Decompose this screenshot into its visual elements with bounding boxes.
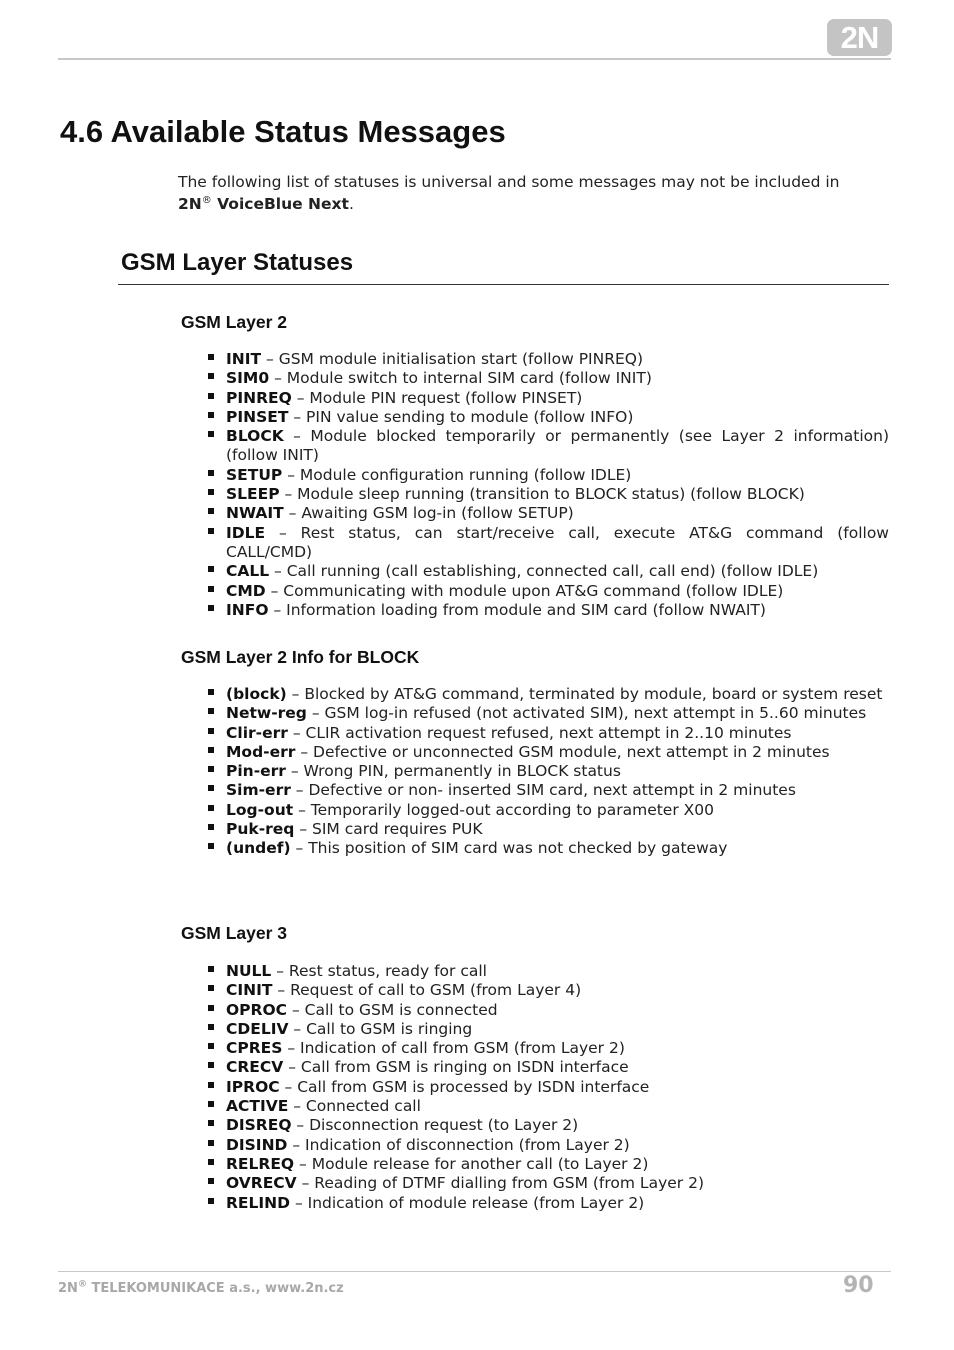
square-bullet-icon (208, 1178, 214, 1184)
layer2-list (206, 350, 889, 620)
status-code: Mod-err (226, 742, 296, 761)
status-description: – PIN value sending to module (follow INFO) (288, 407, 634, 426)
list-item (206, 762, 889, 781)
square-bullet-icon (208, 489, 214, 495)
status-code: CALL (226, 562, 270, 581)
registered-mark: ® (201, 194, 212, 206)
status-code: PINREQ (226, 388, 292, 407)
status-code: IDLE (226, 523, 266, 542)
list-item (206, 1136, 889, 1155)
status-code: BLOCK (226, 427, 284, 446)
status-code: Log-out (226, 800, 294, 819)
list-item (206, 1020, 889, 1039)
square-bullet-icon (208, 586, 214, 592)
square-bullet-icon (208, 373, 214, 379)
status-description: – Indication of module release (from Layer 2) (290, 1193, 645, 1212)
status-description: – Blocked by AT&G command, terminated by module, board or system reset (286, 685, 883, 703)
status-description: – Call from GSM is ringing on ISDN interface (283, 1058, 629, 1077)
square-bullet-icon (208, 431, 214, 437)
status-description: – Connected call (288, 1097, 421, 1116)
list-item (206, 1058, 889, 1077)
list-item (206, 820, 889, 839)
status-code: INIT (226, 350, 262, 368)
square-bullet-icon (208, 1005, 214, 1011)
status-description: – Disconnection request (to Layer 2) (291, 1116, 579, 1135)
status-description: – Communicating with module upon AT&G command (follow IDLE) (265, 581, 784, 600)
square-bullet-icon (208, 354, 214, 360)
status-description: – Indication of call from GSM (from Layer 2) (282, 1039, 625, 1058)
status-code: DISREQ (226, 1116, 292, 1135)
status-description: – Call from GSM is processed by ISDN interface (279, 1077, 650, 1096)
status-code: (block) (226, 685, 287, 703)
section-divider (118, 284, 889, 285)
square-bullet-icon (208, 528, 214, 534)
list-item (206, 408, 889, 427)
status-code: SIM0 (226, 369, 270, 388)
status-code: (undef) (226, 839, 291, 858)
status-description: – SIM card requires PUK (294, 820, 483, 839)
status-description: – Module release for another call (to Layer 2) (294, 1154, 649, 1173)
status-code: RELREQ (226, 1154, 295, 1173)
square-bullet-icon (208, 1062, 214, 1068)
square-bullet-icon (208, 708, 214, 714)
status-code: NWAIT (226, 504, 284, 523)
square-bullet-icon (208, 1082, 214, 1088)
footer-registered-mark: ® (77, 1279, 87, 1290)
status-code: ACTIVE (226, 1097, 289, 1116)
status-description: – Call running (call establishing, connected call, call end) (follow IDLE) (269, 562, 819, 581)
list-item (206, 1174, 889, 1193)
list-item (206, 1116, 889, 1135)
square-bullet-icon (208, 843, 214, 849)
list-item (206, 1001, 889, 1020)
status-description: – Reading of DTMF dialling from GSM (from Layer 2) (296, 1174, 704, 1193)
square-bullet-icon (208, 824, 214, 830)
square-bullet-icon (208, 689, 214, 695)
header-divider (58, 58, 891, 60)
square-bullet-icon (208, 508, 214, 514)
layer3-list (206, 962, 889, 1213)
list-item (206, 350, 889, 369)
layer3-heading: GSM Layer 3 (181, 923, 288, 943)
square-bullet-icon (208, 728, 214, 734)
status-description: – Module switch to internal SIM card (follow INIT) (269, 369, 652, 388)
footer-company (58, 1281, 344, 1296)
status-code: CRECV (226, 1058, 284, 1077)
list-item (206, 1078, 889, 1097)
square-bullet-icon (208, 966, 214, 972)
list-item (206, 839, 889, 858)
square-bullet-icon (208, 1101, 214, 1107)
list-item (206, 389, 889, 408)
square-bullet-icon (208, 393, 214, 399)
list-item (206, 466, 889, 485)
square-bullet-icon (208, 1140, 214, 1146)
status-description: – Request of call to GSM (from Layer 4) (272, 981, 582, 1000)
list-item (206, 524, 889, 563)
list-item (206, 1155, 889, 1174)
list-item (206, 1097, 889, 1116)
section-title: GSM Layer Statuses (121, 249, 354, 276)
status-description: – Rest status, can start/receive call, execute AT&G command (follow CALL/CMD) (226, 523, 889, 561)
status-description: – Module configuration running (follow IDLE) (282, 465, 632, 484)
status-code: NULL (226, 962, 272, 980)
square-bullet-icon (208, 412, 214, 418)
layer2-block-heading: GSM Layer 2 Info for BLOCK (181, 647, 420, 667)
list-item (206, 1039, 889, 1058)
square-bullet-icon (208, 785, 214, 791)
status-code: RELIND (226, 1193, 291, 1212)
status-description: – Wrong PIN, permanently in BLOCK status (285, 762, 621, 781)
list-item (206, 801, 889, 820)
square-bullet-icon (208, 1120, 214, 1126)
list-item (206, 582, 889, 601)
square-bullet-icon (208, 985, 214, 991)
square-bullet-icon (208, 470, 214, 476)
status-code: CPRES (226, 1039, 283, 1058)
list-item (206, 504, 889, 523)
square-bullet-icon (208, 805, 214, 811)
status-description: – GSM log-in refused (not activated SIM), next attempt in 5..60 minutes (306, 704, 867, 723)
page-title: 4.6 Available Status Messages (60, 114, 506, 149)
status-code: IPROC (226, 1077, 280, 1096)
layer2-block-list (206, 685, 889, 859)
list-item (206, 704, 889, 723)
status-code: OVRECV (226, 1174, 297, 1193)
status-code: SLEEP (226, 485, 280, 504)
square-bullet-icon (208, 747, 214, 753)
intro-period: . (348, 195, 354, 213)
list-item (206, 781, 889, 800)
list-item (206, 981, 889, 1000)
status-description: – Call to GSM is ringing (288, 1019, 473, 1038)
footer-company-name: TELEKOMUNIKACE a.s., www.2n.cz (86, 1281, 344, 1296)
list-item (206, 601, 889, 620)
intro-paragraph (178, 171, 882, 215)
square-bullet-icon (208, 1043, 214, 1049)
list-item (206, 562, 889, 581)
product-brand: 2N (178, 195, 202, 213)
product-name: VoiceBlue Next (211, 195, 349, 213)
company-logo: 2N (827, 19, 892, 56)
status-code: OPROC (226, 1000, 288, 1019)
list-item (206, 724, 889, 743)
status-code: Pin-err (226, 762, 286, 781)
status-description: – Defective or unconnected GSM module, next attempt in 2 minutes (295, 742, 830, 761)
status-description: – GSM module initialisation start (follow PINREQ) (261, 350, 644, 368)
square-bullet-icon (208, 1159, 214, 1165)
status-description: – CLIR activation request refused, next attempt in 2..10 minutes (287, 723, 792, 742)
list-item (206, 369, 889, 388)
square-bullet-icon (208, 1024, 214, 1030)
status-description: – Module blocked temporarily or permanently (see Layer 2 information) (follow INIT) (226, 427, 889, 465)
list-item (206, 1194, 889, 1213)
status-code: INFO (226, 600, 269, 619)
intro-text: The following list of statuses is universal and some messages may not be included in (178, 173, 840, 191)
square-bullet-icon (208, 605, 214, 611)
status-code: SETUP (226, 465, 283, 484)
status-code: DISIND (226, 1135, 288, 1154)
footer-brand: 2N (58, 1281, 78, 1296)
list-item (206, 485, 889, 504)
status-code: Puk-req (226, 820, 295, 839)
status-code: PINSET (226, 407, 289, 426)
list-item (206, 962, 889, 981)
page-number: 90 (843, 1273, 874, 1298)
list-item (206, 685, 889, 704)
status-code: Netw-reg (226, 704, 307, 723)
status-description: – Module sleep running (transition to BLOCK status) (follow BLOCK) (279, 485, 805, 504)
status-description: – Call to GSM is connected (287, 1000, 498, 1019)
status-description: – Awaiting GSM log-in (follow SETUP) (283, 504, 574, 523)
status-code: Sim-err (226, 781, 291, 800)
square-bullet-icon (208, 766, 214, 772)
list-item (206, 427, 889, 466)
status-description: – Information loading from module and SIM card (follow NWAIT) (268, 600, 766, 619)
status-description: – Temporarily logged-out according to parameter X00 (293, 800, 714, 819)
status-code: CDELIV (226, 1019, 289, 1038)
square-bullet-icon (208, 1198, 214, 1204)
status-code: Clir-err (226, 723, 288, 742)
status-description: – This position of SIM card was not checked by gateway (290, 839, 728, 858)
status-code: CMD (226, 581, 266, 600)
status-description: – Defective or non- inserted SIM card, next attempt in 2 minutes (290, 781, 796, 800)
layer2-heading: GSM Layer 2 (181, 312, 288, 332)
status-description: – Module PIN request (follow PINSET) (291, 388, 583, 407)
status-description: – Indication of disconnection (from Layer 2) (287, 1135, 630, 1154)
list-item (206, 743, 889, 762)
square-bullet-icon (208, 566, 214, 572)
status-code: CINIT (226, 981, 273, 1000)
status-description: – Rest status, ready for call (271, 962, 487, 980)
footer-divider (58, 1271, 891, 1272)
